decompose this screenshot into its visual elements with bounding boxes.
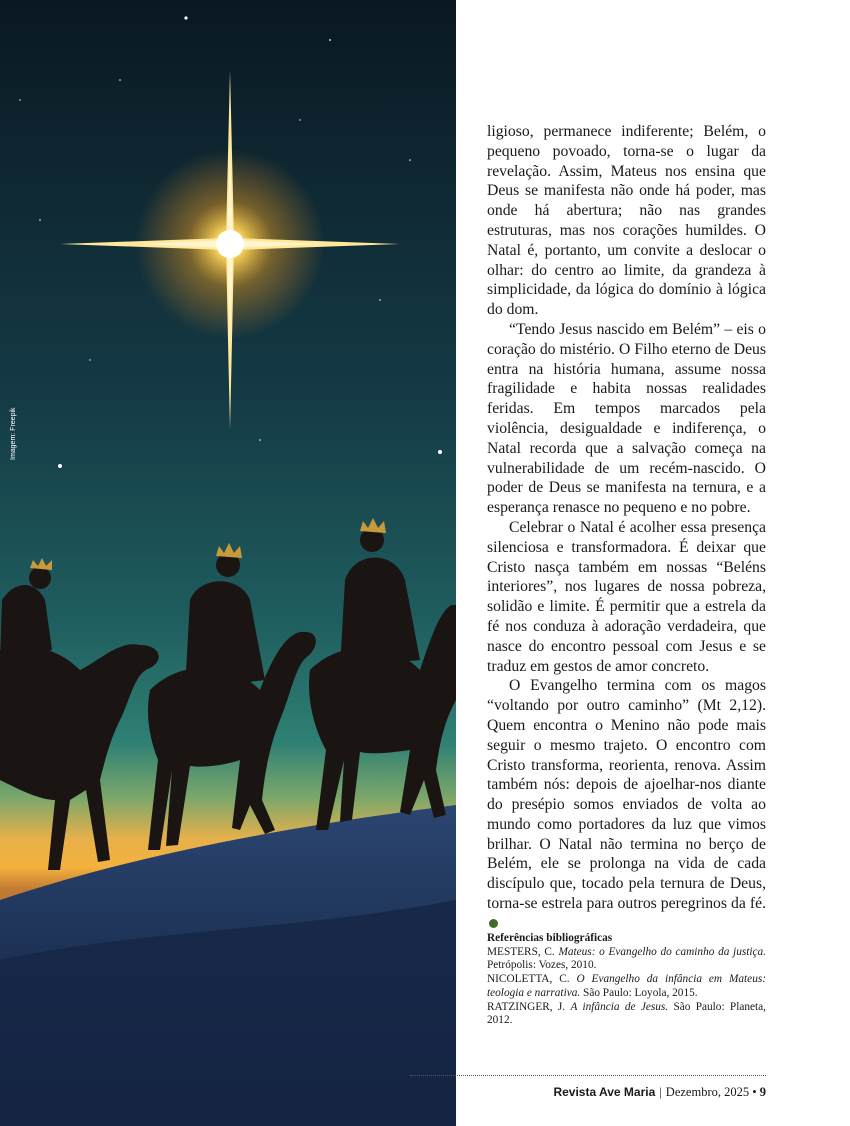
footer-separator: | <box>659 1085 662 1099</box>
footer-bullet: • <box>752 1085 757 1099</box>
page-number: 9 <box>759 1085 766 1099</box>
article-paragraph: Celebrar o Natal é acolher essa presença silenciosa e transformadora. É deixar que Cristo nasça também em nossas “Beléns interiores”, nos lugares de nossa pobreza, solidão e limite. É permitir que a estrela da fé nos conduza à adoração verdadeira, que nasce do encontro pessoal com Jesus e se traduz em gestos de amor concreto. <box>487 518 766 675</box>
reference-item <box>487 946 766 973</box>
article-paragraph: “Tendo Jesus nascido em Belém” – eis o coração do mistério. O Filho eterno de Deus entra na história humana, assume nossa fragilidade e habita nossas realidades feridas. Em tempos marcados pela violência, desigualdade e indiferença, o Natal recorda que a salvação começa na vulnerabilidade de um recém-nascido. O poder de Deus se manifesta na ternura, e a esperança renasce no pequeno e no pobre. <box>487 320 766 517</box>
end-of-article-dot-icon <box>489 919 498 928</box>
reference-publisher: São Paulo: Loyola, 2015. <box>583 986 698 999</box>
image-credit <box>4 408 44 468</box>
image-credit-text: Imagem: Freepik <box>10 407 17 460</box>
article-paragraph-text: O Evangelho termina com os magos “voltando por outro caminho” (Mt 2,12). Quem encontra o Menino não pode mais seguir o mesmo trajeto. O encontro com Cristo transforma, reorienta, renova. Assim também nós: depois de ajoelhar-nos diante do presépio somos enviados de volta ao mundo como portadores da luz que vimos brilhar. O Natal não termina no berço de Belém, ele se prolonga na vida de cada discípulo que, tocado pela ternura de Deus, torna-se estrela para outros peregrinos da fé. <box>487 677 766 913</box>
reference-author: MESTERS, C. <box>487 945 555 958</box>
reference-title: A infância de Jesus. <box>570 1000 669 1013</box>
reference-publisher: Petrópolis: Vozes, 2010. <box>487 959 597 972</box>
reference-author: RATZINGER, J. <box>487 1000 566 1013</box>
references-title: Referências bibliográficas <box>487 932 613 944</box>
references-section <box>487 932 766 1028</box>
reference-item <box>487 973 766 1000</box>
reference-title: O Evangelho da infância em Mateus: teologia e narrativa. <box>487 973 766 999</box>
reference-title: Mateus: o Evangelho do caminho da justiça. <box>558 945 767 958</box>
article-body <box>487 122 766 934</box>
reference-publisher: São Paulo: Planeta, 2012. <box>487 1000 766 1027</box>
issue-date: Dezembro, 2025 <box>665 1085 750 1099</box>
article-paragraph: ligioso, permanece indiferente; Belém, o pequeno povoado, torna-se o lugar da revelação. Assim, Mateus nos ensina que Deus se manifesta não onde há poder, mas onde há abertura; não nas grandes estruturas, mas nos corações humildes. O Natal é, portanto, um convite a deslocar o olhar: do centro ao limite, da grandeza à simplicidade, da lógica do domínio à lógica do dom. <box>487 123 766 319</box>
reference-author: NICOLETTA, C. <box>487 973 570 986</box>
magazine-name: Revista Ave Maria <box>553 1085 656 1099</box>
article-paragraph-last <box>487 676 766 933</box>
reference-item <box>487 1001 766 1028</box>
page-footer <box>553 1085 766 1100</box>
footer-divider <box>410 1075 766 1076</box>
